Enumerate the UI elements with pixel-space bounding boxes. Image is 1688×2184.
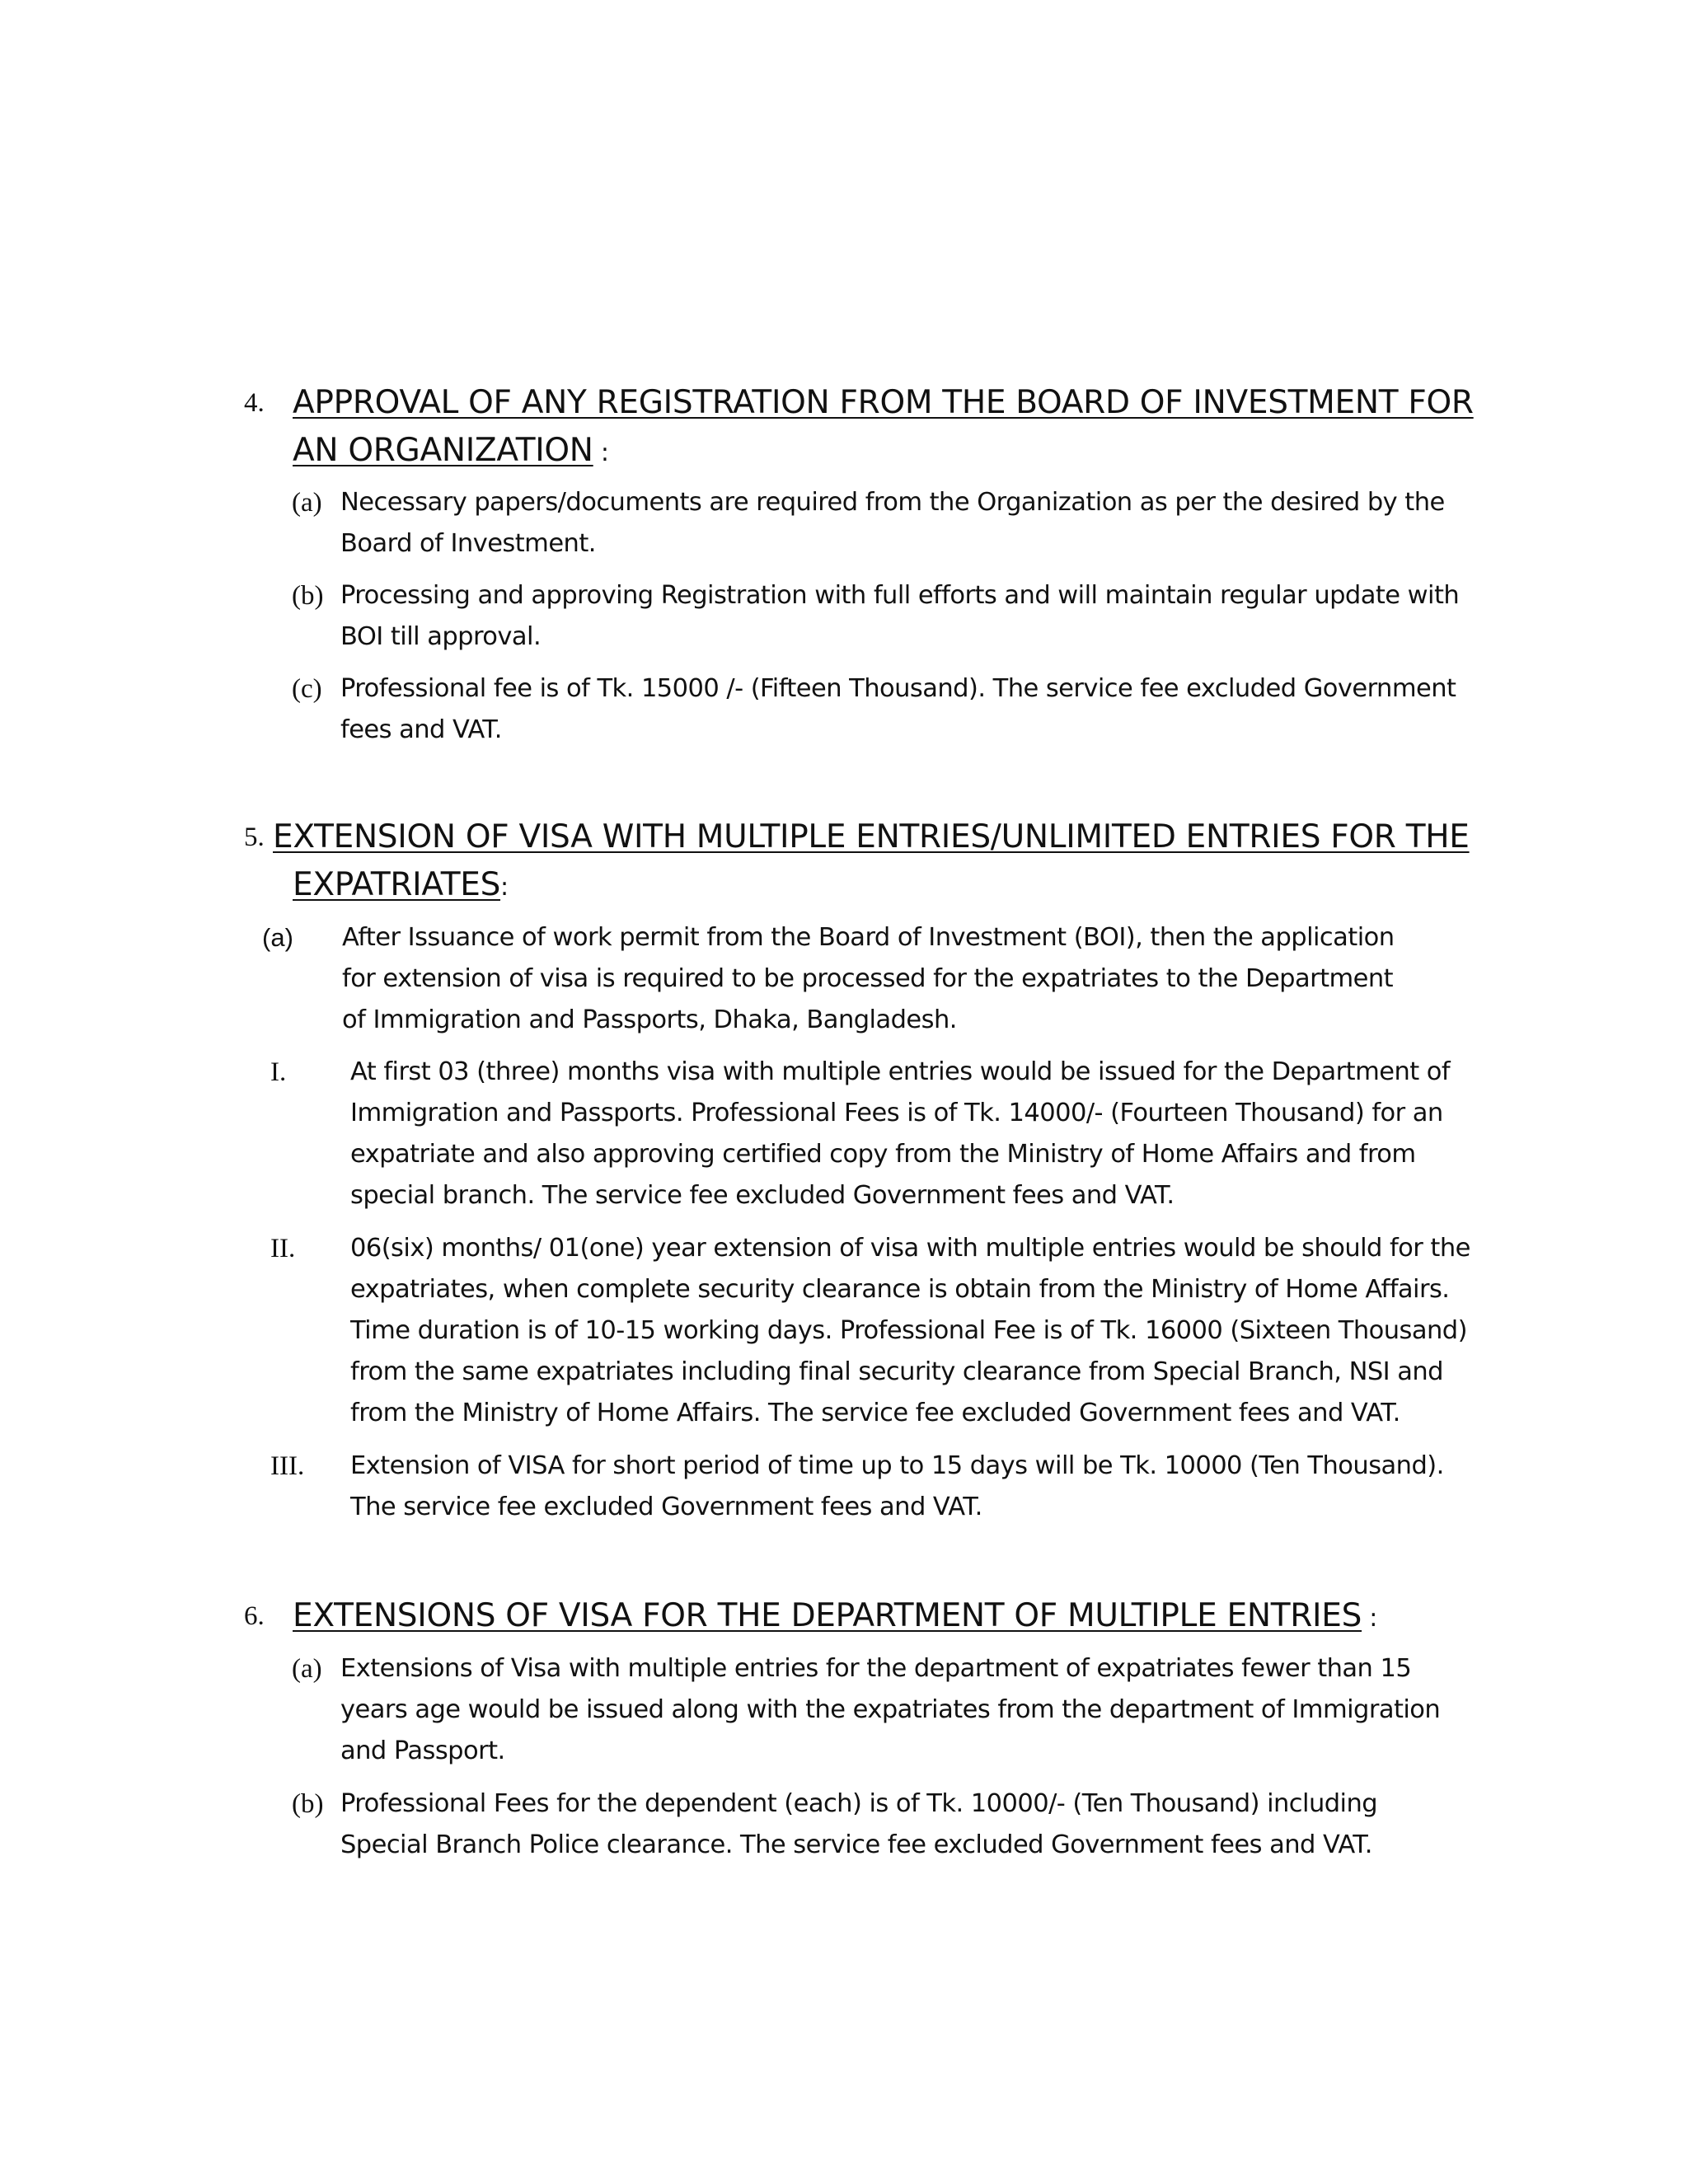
item-label: (b): [292, 1789, 324, 1819]
section-number: 5.: [244, 823, 265, 852]
item-text: After Issuance of work permit from the Board of Investment (BOI), then the application for extension of visa is required to be processed for the expatriates to the Department of Immigration and Passports, Dhaka, Bangladesh.: [342, 923, 1395, 1034]
item-label: (a): [262, 923, 293, 952]
item-label: (a): [292, 1654, 322, 1684]
heading-line-1: EXTENSIONS OF VISA FOR THE DEPARTMENT OF MULTIPLE ENTRIES: [293, 1597, 1362, 1634]
heading-line-1: APPROVAL OF ANY REGISTRATION FROM THE BOARD OF INVESTMENT FOR: [293, 384, 1474, 421]
item-label: (a): [292, 488, 322, 518]
section-heading: [273, 813, 1509, 912]
item-label: I.: [270, 1057, 287, 1087]
item-text: Processing and approving Registration with full efforts and will maintain regular update with BOI till approval.: [340, 581, 1460, 651]
section-heading: [293, 1592, 1496, 1643]
heading-colon: :: [500, 873, 509, 902]
heading-line-2: AN ORGANIZATION: [293, 432, 593, 469]
item-label: (c): [292, 674, 322, 704]
heading-colon: :: [593, 438, 609, 467]
item-label: II.: [270, 1234, 296, 1263]
item-text: 06(six) months/ 01(one) year extension of visa with multiple entries would be should for the expatriates, when complete security clearance is obtain from the Ministry of Home Affairs. Time duration is of 10-15 working days. Professional Fee is of Tk. 16000 (Sixteen Thousand) from the same expatriates including final security clearance from Special Branch, NSI and from the Ministry of Home Affairs. The service fee excluded Government fees and VAT.: [350, 1234, 1470, 1427]
heading-colon: :: [1362, 1604, 1378, 1633]
section-heading: [293, 379, 1496, 477]
item-text: Necessary papers/documents are required from the Organization as per the desired by the Board of Investment.: [340, 488, 1445, 558]
section-number: 4.: [244, 388, 265, 418]
item-text: At first 03 (three) months visa with multiple entries would be issued for the Department of Immigration and Passports. Professional Fees is of Tk. 14000/- (Fourteen Thousand) for an expatriate and also approving certified copy from the Ministry of Home Affairs and from special branch. The service fee excluded Government fees and VAT.: [350, 1057, 1451, 1210]
heading-line-1: EXTENSION OF VISA WITH MULTIPLE ENTRIES/UNLIMITED ENTRIES FOR THE: [273, 818, 1470, 855]
item-label: III.: [270, 1451, 305, 1481]
item-text: Extension of VISA for short period of time up to 15 days will be Tk. 10000 (Ten Thousand). The service fee excluded Government fees and VAT.: [350, 1451, 1444, 1521]
section-number: 6.: [244, 1601, 265, 1631]
item-text: Professional Fees for the dependent (each) is of Tk. 10000/- (Ten Thousand) including Special Branch Police clearance. The service fee excluded Government fees and VAT.: [340, 1789, 1378, 1859]
item-label: (b): [292, 581, 324, 611]
item-text: Extensions of Visa with multiple entries for the department of expatriates fewer than 15 years age would be issued along with the expatriates from the department of Immigration and Passport.: [340, 1654, 1441, 1765]
item-text: Professional fee is of Tk. 15000 /- (Fifteen Thousand). The service fee excluded Government fees and VAT.: [340, 674, 1456, 744]
heading-line-2: EXPATRIATES: [293, 866, 501, 903]
